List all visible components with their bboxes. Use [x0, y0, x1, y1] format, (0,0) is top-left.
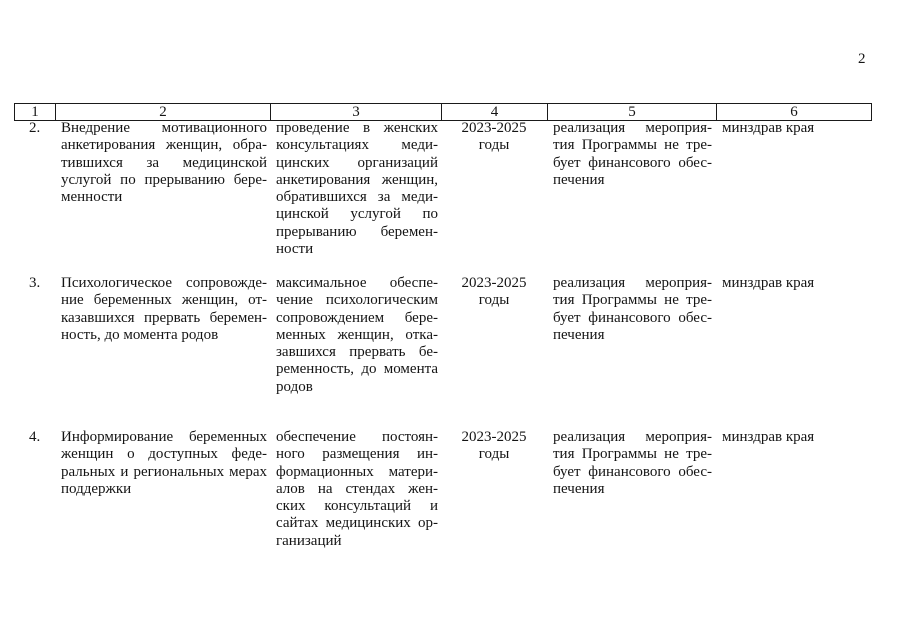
- executor-cell: минздрав края: [722, 429, 815, 445]
- funding-line: печения: [553, 326, 605, 343]
- funding-cell: [553, 429, 712, 498]
- page-number: 2: [858, 51, 866, 67]
- content-line: ного размещения ин-: [276, 446, 438, 463]
- measure-line: услугой по прерыванию бере-: [61, 171, 267, 188]
- content-cell: [276, 275, 438, 396]
- measure-line: тившихся за медицинской: [61, 154, 267, 171]
- row-number: 2.: [29, 120, 41, 136]
- funding-cell: [553, 120, 712, 189]
- executor-cell: минздрав края: [722, 275, 815, 291]
- table-row: [0, 429, 902, 579]
- measure-line: анкетирования женщин, обра-: [61, 137, 267, 154]
- period-line: 2023-2025: [461, 429, 527, 445]
- column-header-4: 4: [441, 104, 547, 120]
- table-row: [0, 120, 902, 270]
- funding-line: тия Программы не тре-: [553, 292, 712, 309]
- executor-cell: минздрав края: [722, 120, 815, 136]
- content-line: сопровождением бере-: [276, 309, 438, 326]
- content-line: сайтах медицинских ор-: [276, 515, 438, 532]
- content-line: родов: [276, 378, 313, 395]
- content-line: максимальное обеспе-: [276, 275, 438, 291]
- content-line: чение психологическим: [276, 292, 438, 309]
- content-line: консультациях меди-: [276, 137, 438, 154]
- measure-cell: [61, 429, 267, 498]
- measure-line: Внедрение мотивационного: [61, 120, 267, 136]
- content-cell: [276, 429, 438, 550]
- period-line: годы: [478, 446, 510, 463]
- content-line: ских консультаций и: [276, 498, 438, 515]
- measure-line: менности: [61, 189, 123, 206]
- content-line: завшихся прервать бе-: [276, 344, 438, 361]
- funding-line: бует финансового обес-: [553, 309, 712, 326]
- period-cell: [441, 429, 547, 464]
- funding-line: реализация мероприя-: [553, 275, 712, 291]
- column-header-6: 6: [716, 104, 872, 120]
- period-line: годы: [478, 292, 510, 309]
- content-line: цинских организаций: [276, 154, 438, 171]
- content-line: обеспечение постоян-: [276, 429, 438, 445]
- column-header-3: 3: [270, 104, 441, 120]
- period-line: 2023-2025: [461, 120, 527, 136]
- content-line: менных женщин, отка-: [276, 326, 438, 343]
- column-header-2: 2: [55, 104, 270, 120]
- funding-line: бует финансового обес-: [553, 463, 712, 480]
- funding-line: тия Программы не тре-: [553, 137, 712, 154]
- content-line: цинской услугой по: [276, 206, 438, 223]
- content-line: формационных матери-: [276, 463, 438, 480]
- period-cell: [441, 120, 547, 155]
- period-cell: [441, 275, 547, 310]
- content-cell: [276, 120, 438, 258]
- measure-line: женщин о доступных феде-: [61, 446, 267, 463]
- table-header-row: [14, 103, 872, 121]
- row-number: 4.: [29, 429, 41, 445]
- content-line: обратившихся за меди-: [276, 189, 438, 206]
- content-line: ременность, до момента: [276, 361, 438, 378]
- content-line: ности: [276, 241, 314, 258]
- funding-line: печения: [553, 171, 605, 188]
- content-line: алов на стендах жен-: [276, 480, 438, 497]
- content-line: ганизаций: [276, 532, 342, 549]
- measure-line: казавшихся прервать беремен-: [61, 309, 267, 326]
- row-number: 3.: [29, 275, 41, 291]
- funding-line: тия Программы не тре-: [553, 446, 712, 463]
- measure-line: Психологическое сопровожде-: [61, 275, 267, 291]
- measure-line: поддержки: [61, 480, 132, 497]
- funding-line: печения: [553, 480, 605, 497]
- column-header-1: 1: [14, 104, 55, 120]
- measure-line: ность, до момента родов: [61, 326, 219, 343]
- measure-line: Информирование беременных: [61, 429, 267, 445]
- funding-line: реализация мероприя-: [553, 120, 712, 136]
- table-row: [0, 275, 902, 425]
- funding-line: реализация мероприя-: [553, 429, 712, 445]
- period-line: годы: [478, 137, 510, 154]
- funding-cell: [553, 275, 712, 344]
- content-line: прерыванию беремен-: [276, 223, 438, 240]
- content-line: анкетирования женщин,: [276, 171, 438, 188]
- measure-cell: [61, 120, 267, 206]
- measure-cell: [61, 275, 267, 344]
- measure-line: ральных и региональных мерах: [61, 463, 267, 480]
- funding-line: бует финансового обес-: [553, 154, 712, 171]
- column-header-5: 5: [547, 104, 716, 120]
- measure-line: ние беременных женщин, от-: [61, 292, 267, 309]
- content-line: проведение в женских: [276, 120, 438, 136]
- period-line: 2023-2025: [461, 275, 527, 291]
